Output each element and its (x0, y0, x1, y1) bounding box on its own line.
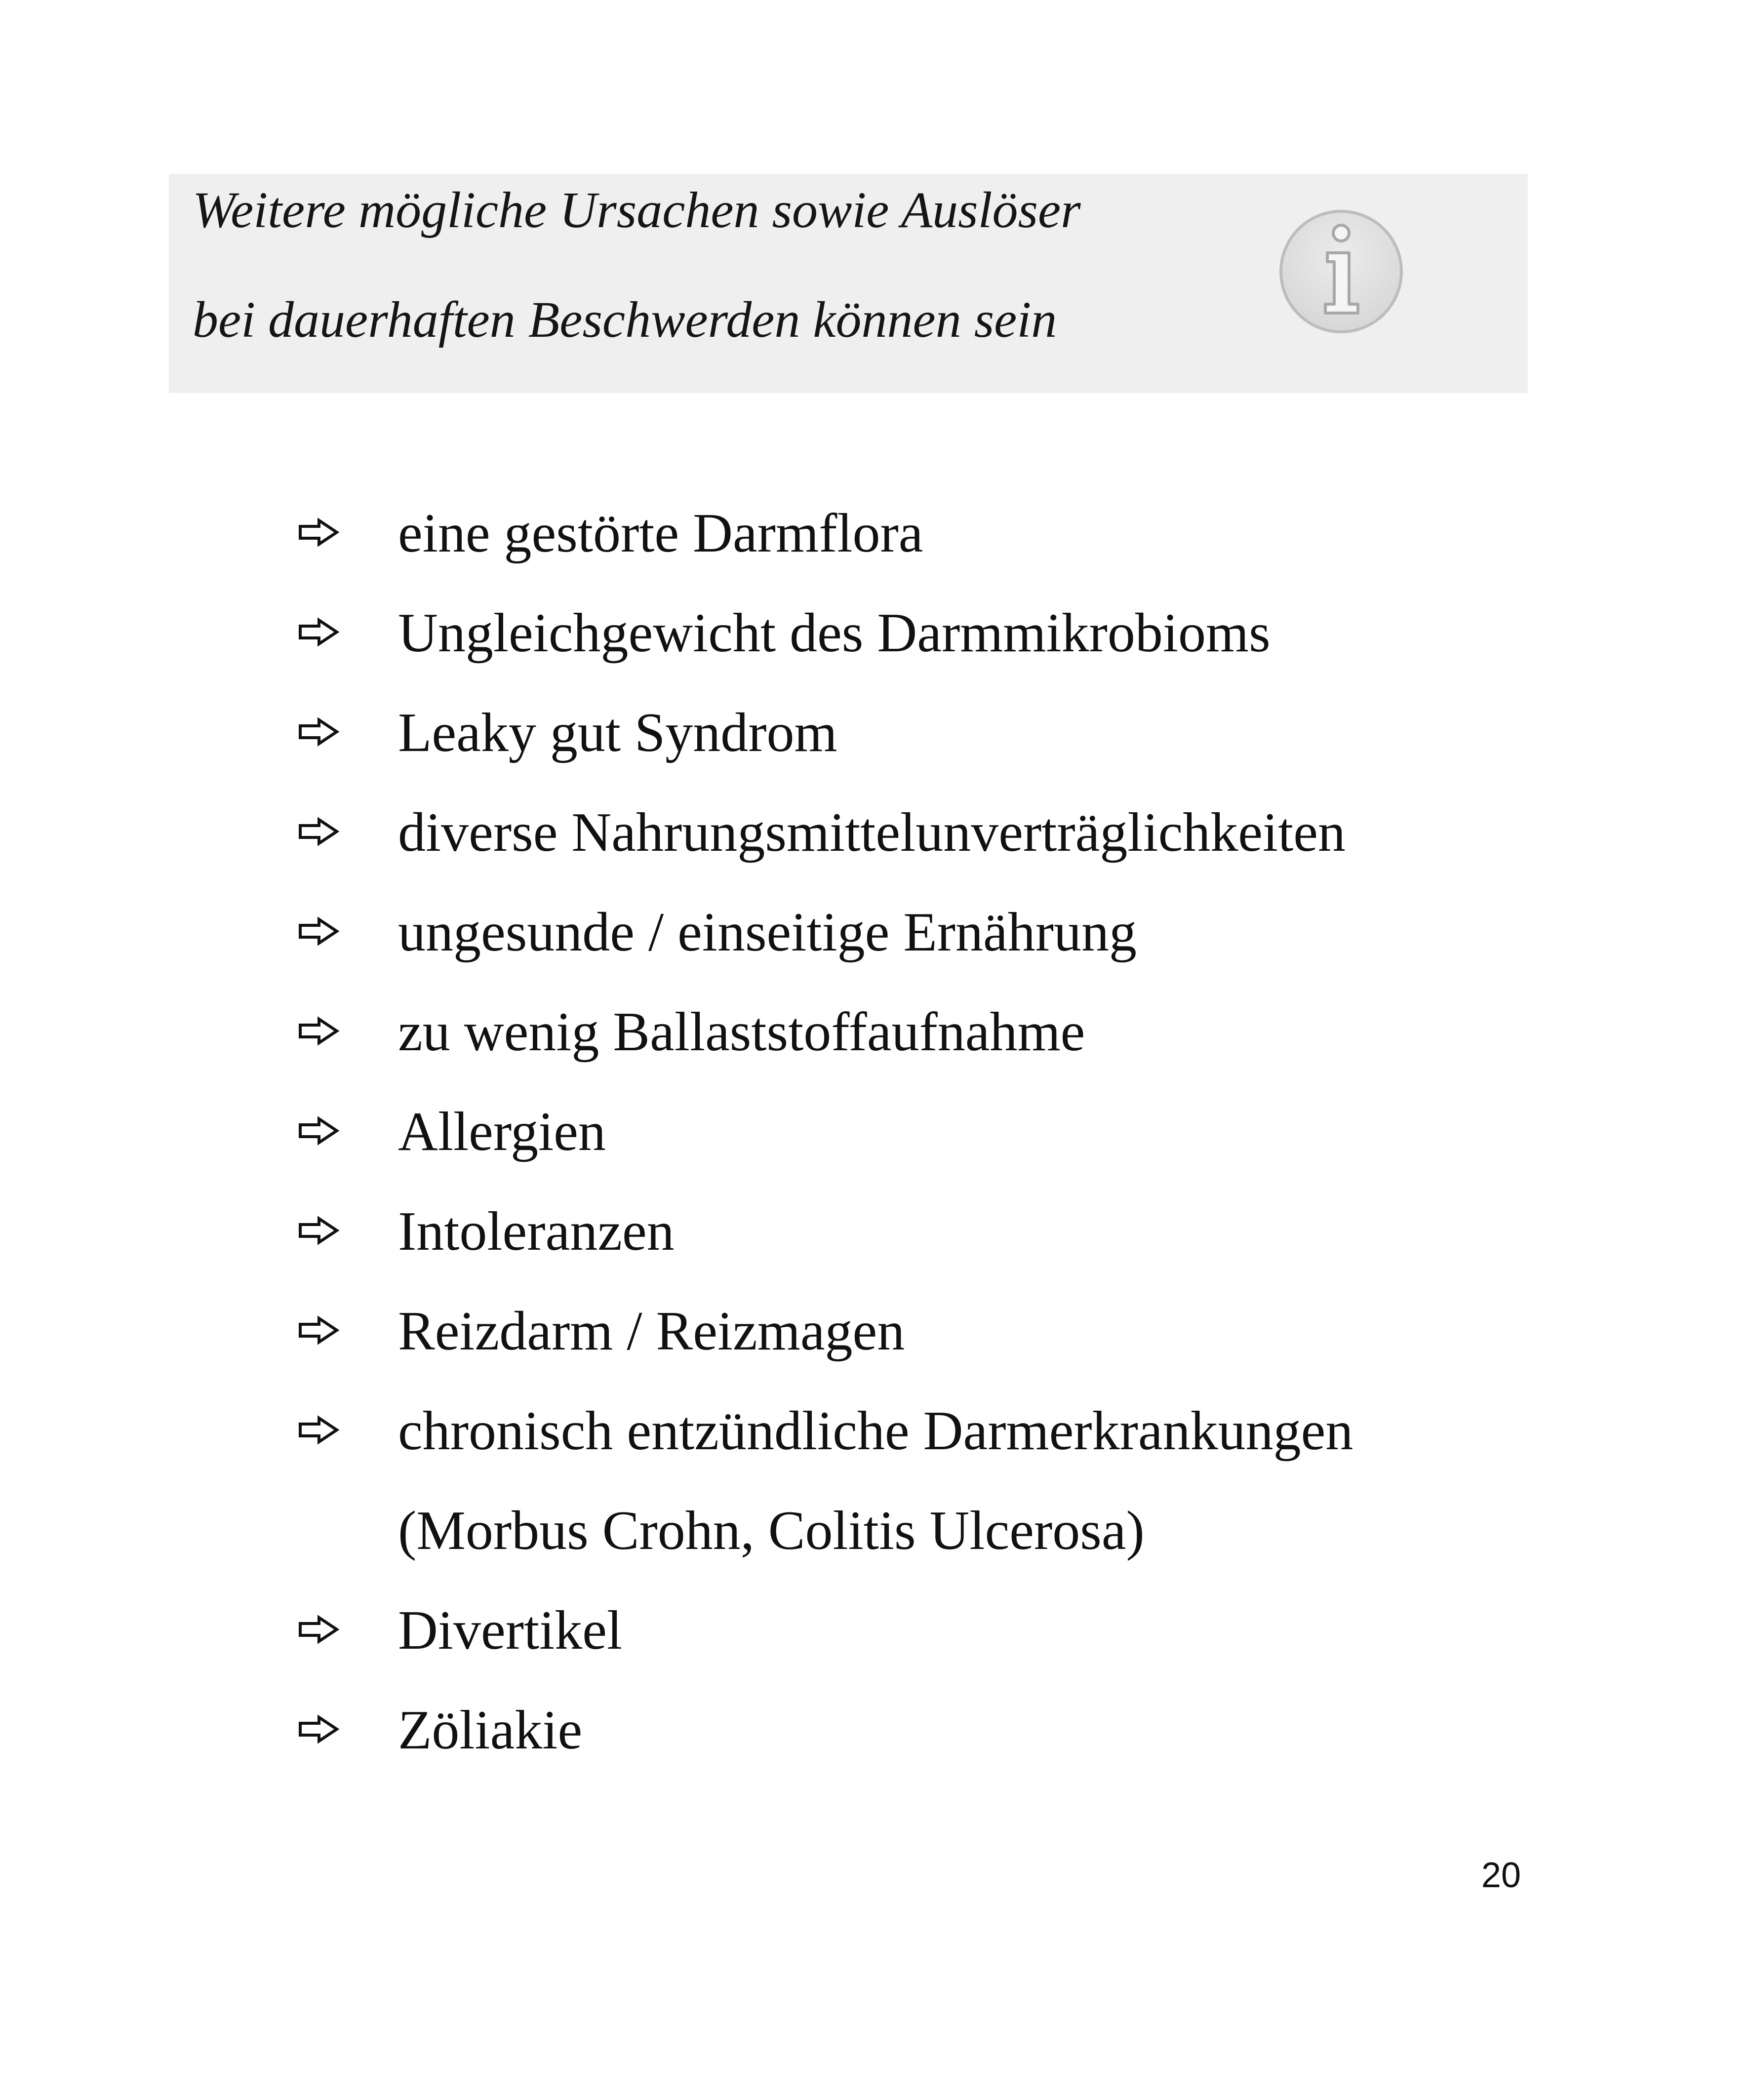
page-number: 20 (1481, 1856, 1521, 1895)
list-item-text: Reizdarm / Reizmagen (398, 1301, 905, 1362)
list-item (296, 1396, 1531, 1466)
list-item (296, 1097, 1531, 1166)
list-item-text: zu wenig Ballaststoffaufnahme (398, 1001, 1085, 1063)
right-arrow-icon (296, 1116, 340, 1146)
list-item (296, 698, 1531, 767)
list-item-text: chronisch entzündliche Darmerkrankungen (398, 1400, 1353, 1462)
right-arrow-icon (296, 1016, 340, 1046)
list-item-text: ungesunde / einseitige Ernährung (398, 902, 1137, 963)
list-item-text: Zöliakie (398, 1700, 583, 1761)
list-item (296, 1596, 1531, 1665)
list-item-text: eine gestörte Darmflora (398, 503, 923, 564)
list-item-text: Ungleichgewicht des Darmmikrobioms (398, 602, 1271, 664)
info-heading-line-1: Weitere mögliche Ursachen sowie Auslöser (193, 182, 1081, 238)
right-arrow-icon (296, 717, 340, 747)
list-item (296, 598, 1531, 668)
list-item (296, 1696, 1531, 1765)
right-arrow-icon (296, 817, 340, 846)
right-arrow-icon (296, 1415, 340, 1445)
list-item (296, 1297, 1531, 1366)
list-item-text: (Morbus Crohn, Colitis Ulcerosa) (398, 1500, 1145, 1561)
right-arrow-icon (296, 1714, 340, 1744)
list-item-text: Divertikel (398, 1600, 623, 1661)
right-arrow-icon (296, 517, 340, 547)
list-item (296, 1197, 1531, 1266)
info-heading-line-2: bei dauerhaften Beschwerden können sein (193, 291, 1057, 348)
list-item-text: Leaky gut Syndrom (398, 702, 837, 763)
right-arrow-icon (296, 1615, 340, 1644)
list-item (296, 898, 1531, 967)
list-item (296, 499, 1531, 568)
right-arrow-icon (296, 1315, 340, 1345)
list-item (296, 798, 1531, 867)
right-arrow-icon (296, 916, 340, 946)
right-arrow-icon (296, 1216, 340, 1245)
list-item (296, 997, 1531, 1067)
list-item (296, 1496, 1531, 1565)
right-arrow-icon (296, 617, 340, 647)
list-item-text: diverse Nahrungsmittelunverträglichkeiten (398, 802, 1346, 863)
list-item-text: Allergien (398, 1101, 606, 1162)
list-item-text: Intoleranzen (398, 1201, 675, 1262)
